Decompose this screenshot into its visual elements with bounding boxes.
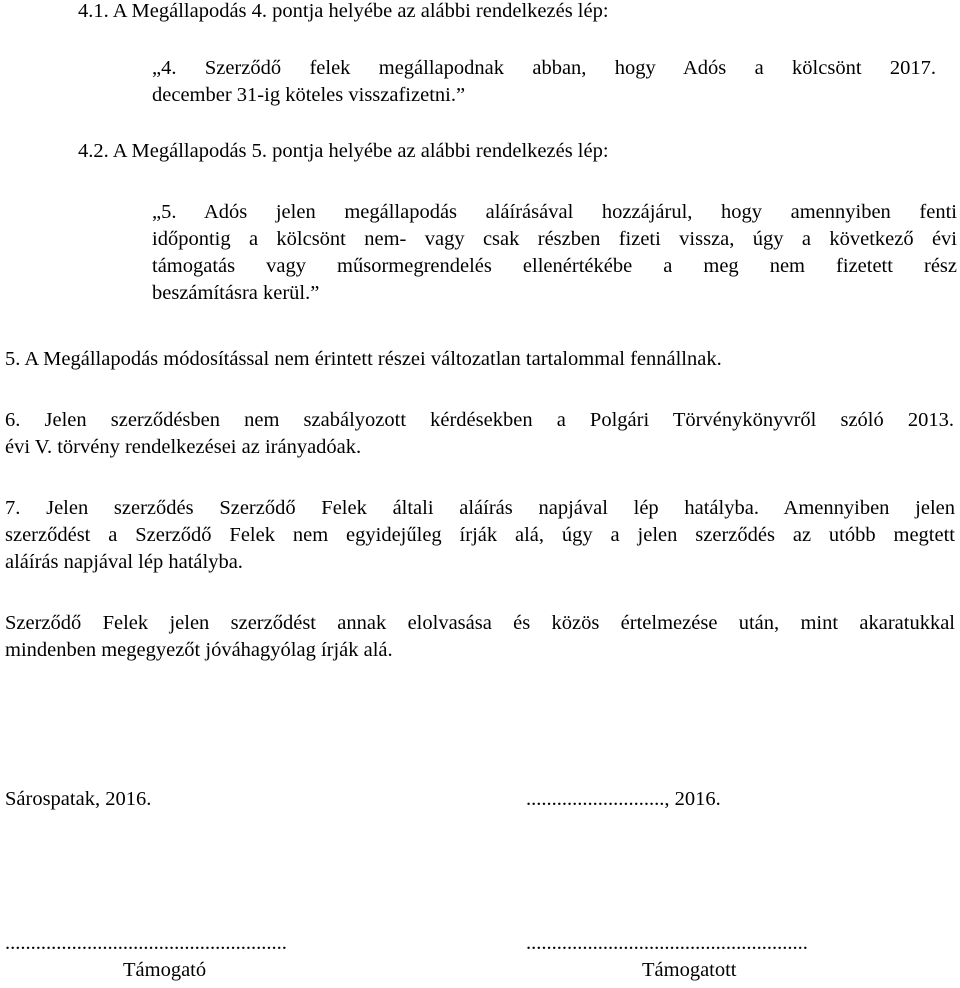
item-4-1: 4.1. A Megállapodás 4. pontja helyébe az alábbi rendelkezés lép: [78,0,609,22]
signature-line-right: ....................................................... [526,932,808,954]
point-6-line-2: évi V. törvény rendelkezései az irányadóak. [5,436,362,458]
point-7-line-1: 7. Jelen szerződés Szerződő Felek általi aláírás napjával lép hatályba. Amennyiben jelen [5,497,955,519]
quote-5-line-2: időpontig a kölcsönt nem- vagy csak részben fizeti vissza, úgy a következő évi [152,228,957,250]
quote-4-line-2: december 31-ig köteles visszafizetni.” [152,84,466,106]
signature-line-left: ....................................................... [5,932,287,954]
signature-label-supporter: Támogató [123,959,207,981]
point-6-line-1: 6. Jelen szerződésben nem szabályozott kérdésekben a Polgári Törvénykönyvről szóló 2013. [5,409,954,431]
quote-5-line-4: beszámításra kerül.” [152,282,320,304]
place-date-left: Sárospatak, 2016. [5,788,152,810]
closing-line-1: Szerződő Felek jelen szerződést annak elolvasása és közös értelmezése után, mint akaratukkal [5,612,955,634]
quote-point-5 [152,199,957,307]
signature-label-supported: Támogatott [642,959,737,981]
quote-5-line-1: „5. Adós jelen megállapodás aláírásával hozzájárul, hogy amennyiben fenti [152,201,957,223]
closing-line-2: mindenben megegyezőt jóváhagyólag írják alá. [5,639,393,661]
quote-5-line-3: támogatás vagy műsormegrendelés ellenértékébe a meg nem fizetett rész [152,255,957,277]
item-4-2: 4.2. A Megállapodás 5. pontja helyébe az alábbi rendelkezés lép: [78,140,609,162]
point-5: 5. A Megállapodás módosítással nem érintett részei változatlan tartalommal fennállnak. [5,348,722,370]
quote-4-line-1: „4. Szerződő felek megállapodnak abban, hogy Adós a kölcsönt 2017. [152,57,936,79]
point-7-line-2: szerződést a Szerződő Felek nem egyidejűleg írják alá, úgy a jelen szerződés az utóbb megtett [5,524,955,546]
quote-point-4 [152,55,936,109]
point-6 [5,407,954,461]
place-date-right: ..........................., 2016. [526,788,721,810]
closing-paragraph [5,610,955,664]
point-7 [5,495,955,576]
point-7-line-3: aláírás napjával lép hatályba. [5,551,243,573]
